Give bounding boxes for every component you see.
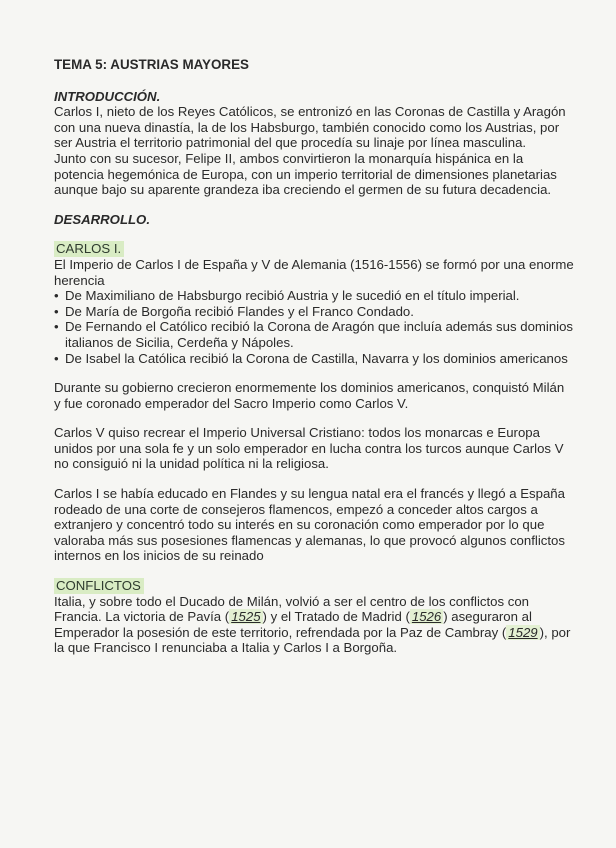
year-pavia: 1525 [231,609,261,625]
list-item: • De María de Borgoña recibió Flandes y el Franco Condado. [54,304,574,320]
document-body [54,57,574,656]
intro-paragraph-1: Carlos I, nieto de los Reyes Católicos, se entronizó en las Coronas de Castilla y Aragón con una nueva dinastía, la de los Habsburgo, también conocido como los Austrias, por ser Austria el territorio patrimonial del que procedía su linaje por línea masculina. [54,104,566,151]
flanders-paragraph: Carlos I se había educado en Flandes y su lengua natal era el francés y llegó a España rodeado de una corte de consejeros flamencos, empezó a conceder altos cargos a extranjero y concentró todo su interés en su coronación como emperador por lo que valoraba más sus posesiones flamencas y alemanas, lo que provocó algunos conflictos internos en los inicios de su reinado [54,486,565,564]
list-item: • De Isabel la Católica recibió la Corona de Castilla, Navarra y los dominios americanos [54,351,574,367]
conflicts-text-4: ), por la que Francisco I renunciaba a Italia y Carlos I a Borgoña. [54,624,571,656]
conflicts-section-label: CONFLICTOS [54,578,144,594]
conflicts-text-2: ) y el Tratado de Madrid ( [262,609,410,625]
list-item: • De Maximiliano de Habsburgo recibió Austria y le sucedió en el título imperial. [54,288,574,304]
year-madrid: 1526 [411,609,442,625]
list-item: • De Fernando el Católico recibió la Corona de Aragón que incluía además sus dominios italianos de Sicilia, Cerdeña y Nápoles. [54,319,574,350]
conflicts-paragraph [54,594,574,656]
document-title: TEMA 5: AUSTRIAS MAYORES [54,57,249,72]
government-paragraph: Durante su gobierno crecieron enormemente los dominios americanos, conquistó Milán y fue coronado emperador del Sacro Imperio como Carlos V. [54,380,565,411]
intro-paragraph-2: Junto con su sucesor, Felipe II, ambos convirtieron la monarquía hispánica en la potencia hegemónica de Europa, con un imperio territorial de dimensiones planetarias aunque bajo su aparente grandeza iba creciendo el germen de su futura decadencia. [54,150,557,198]
conflicts-text-3: ) aseguraron al Emperador la posesión de este territorio, refrendada por la Paz de Cambray ( [54,609,532,640]
universal-empire-paragraph: Carlos V quiso recrear el Imperio Universal Cristiano: todos los monarcas e Europa unidos por una sola fe y un solo emperador en lucha contra los turcos aunque Carlos V no consiguió ni la unidad política ni la religiosa. [54,425,564,472]
carlos-intro-paragraph: El Imperio de Carlos I de España y V de Alemania (1516-1556) se formó por una enorme herencia [54,256,574,288]
conflicts-text-1: Italia, y sobre todo el Ducado de Milán, volvió a ser el centro de los conflictos con Francia. La victoria de Pavía ( [54,593,530,625]
carlos-label-line [54,241,574,257]
conflicts-label-line [54,578,574,594]
development-heading: DESARROLLO. [54,211,150,227]
carlos-section-label: CARLOS I. [54,241,124,257]
inheritance-list [54,288,574,366]
intro-heading: INTRODUCCIÓN. [54,88,161,104]
year-cambray: 1529 [508,624,538,640]
